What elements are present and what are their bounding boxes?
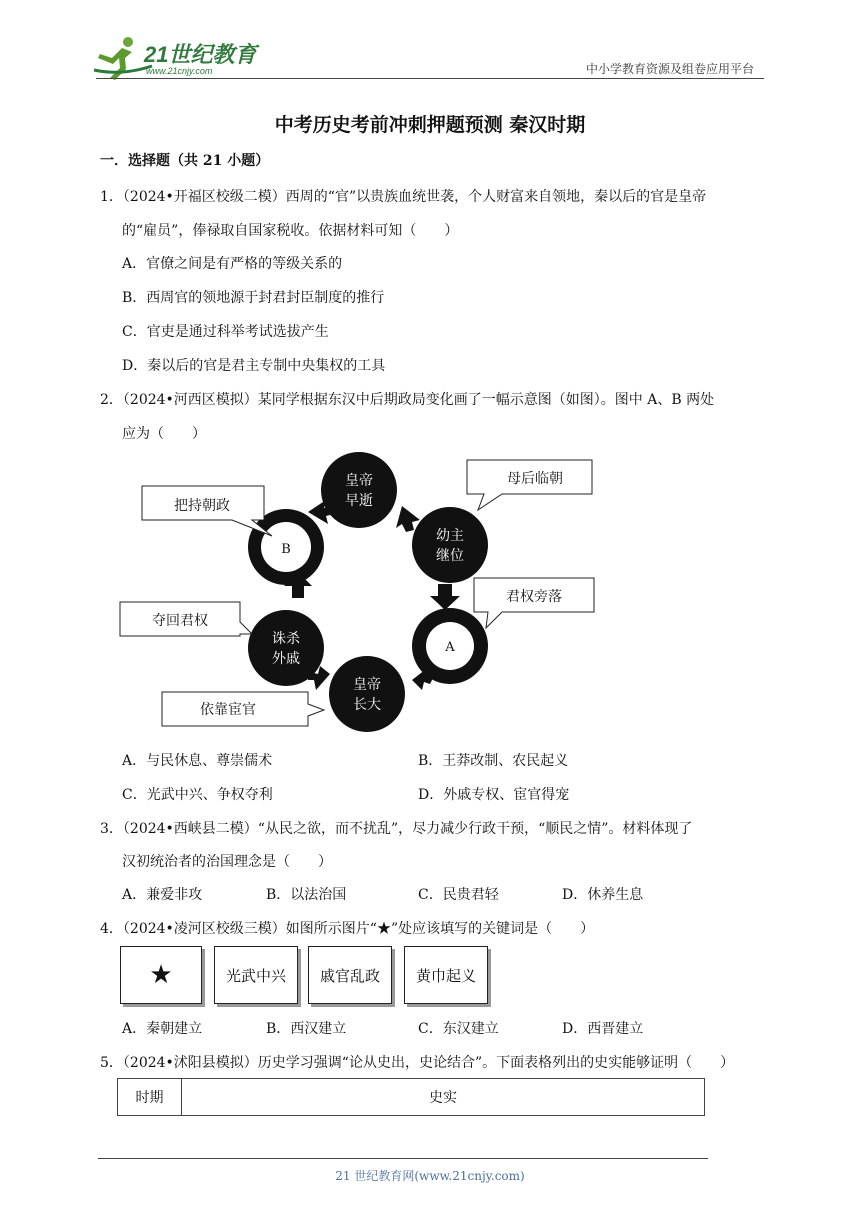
c1-line2: 早逝 [345,493,373,509]
callout-control-court [142,486,272,536]
q4-option-d: D．西晋建立 [562,1021,644,1037]
c2-line1: 幼主 [436,528,464,544]
c5-line2: 外戚 [272,651,300,667]
logo-sub: www.21cnjy.com [146,66,213,76]
section-heading: 一．选择题（共 21 小题） [100,153,270,169]
svg-text:母后临朝: 母后临朝 [507,471,563,487]
page-title: 中考历史考前冲刺押题预测 秦汉时期 [274,114,586,136]
footer-link[interactable]: 21 世纪教育网(www.21cnjy.com) [335,1169,525,1183]
q2-stem-line2: 应为（ ） [122,426,206,442]
c2-line2: 继位 [436,548,464,564]
c4-line1: 皇帝 [353,677,381,693]
logo [92,36,262,80]
q4-stem: 4．（2024•凌河区校级三模）如图所示图片“★”处应该填写的关键词是（ ） [100,921,595,937]
q4-box-yellow-turban: 黄巾起义 [404,946,488,1004]
c3-label: A [445,640,455,655]
table-header-facts: 史实 [429,1090,457,1106]
callout-power-loss [474,578,594,628]
q1-stem-line2: 的“雇员”，俸禄取自国家税收。依据材料可知（ ） [122,223,459,239]
circle-kill-relatives [248,610,324,686]
footer-divider [98,1158,708,1159]
c4-line2: 长大 [353,697,381,713]
svg-text:君权旁落: 君权旁落 [506,589,562,605]
cycle-diagram [112,448,612,738]
arrow-c2-to-a [430,584,460,610]
c5-line1: 诛杀 [272,631,300,647]
table-header-period: 时期 [118,1079,182,1115]
circle-emperor-grown [329,656,405,732]
q3-option-c: C．民贵君轻 [418,887,499,903]
logo-text: 21世纪教育 [144,42,257,67]
q4-option-c: C．东汉建立 [418,1021,499,1037]
q1-option-d: D．秦以后的官是君主专制中央集权的工具 [122,358,386,374]
svg-text:夺回君权: 夺回君权 [152,613,208,629]
svg-text:把持朝政: 把持朝政 [174,498,230,514]
q4-box-guangwu: 光武中兴 [214,946,298,1004]
q3-option-a: A．兼爱非攻 [122,887,203,903]
svg-text:依靠宦官: 依靠宦官 [200,702,256,718]
q3-stem-line1: 3．（2024•西峡县二模）“从民之欲，而不扰乱”，尽力减少行政干预，“顺民之情”。材料体现了 [100,821,693,837]
q3-option-d: D．休养生息 [562,887,644,903]
q2-option-d: D．外戚专权、宦官得宠 [418,787,570,803]
q3-option-b: B．以法治国 [266,887,347,903]
q3-stem-line2: 汉初统治者的治国理念是（ ） [122,854,332,870]
platform-name: 中小学教育资源及组卷应用平台 [585,62,754,76]
callout-rely-eunuchs [162,692,324,726]
header-divider [96,78,764,79]
q5-table [117,1078,705,1116]
q4-box-star: ★ [120,946,202,1004]
circle-a [412,608,488,684]
callout-regain-power [120,602,252,636]
q1-option-c: C．官吏是通过科举考试选拔产生 [122,324,329,340]
q4-option-b: B．西汉建立 [266,1021,347,1037]
c6-label: B [281,542,291,557]
circle-young-ruler [412,507,488,583]
q1-option-a: A．官僚之间是有严格的等级关系的 [122,256,343,272]
q5-stem: 5．（2024•沭阳县模拟）历史学习强调“论从史出，史论结合”。下面表格列出的史实能够证明（ ） [100,1055,735,1071]
q1-option-b: B．西周官的领地源于封君封臣制度的推行 [122,290,385,306]
q2-stem-line1: 2．（2024•河西区模拟）某同学根据东汉中后期政局变化画了一幅示意图（如图）。图中 A、B 两处 [100,392,715,408]
c1-line1: 皇帝 [345,473,373,489]
q2-option-c: C．光武中兴、争权夺利 [122,787,273,803]
q4-box-chaos: 戚官乱政 [308,946,392,1004]
q1-stem-line1: 1．（2024•开福区校级二模）西周的“官”以贵族血统世袭，个人财富来自领地，秦以后的官是皇帝 [100,189,707,205]
circle-emperor-early-death [321,452,397,528]
q4-option-a: A．秦朝建立 [122,1021,203,1037]
q2-option-b: B．王莽改制、农民起义 [418,753,569,769]
q2-option-a: A．与民休息、尊崇儒术 [122,753,273,769]
callout-empress-regency [467,460,592,510]
